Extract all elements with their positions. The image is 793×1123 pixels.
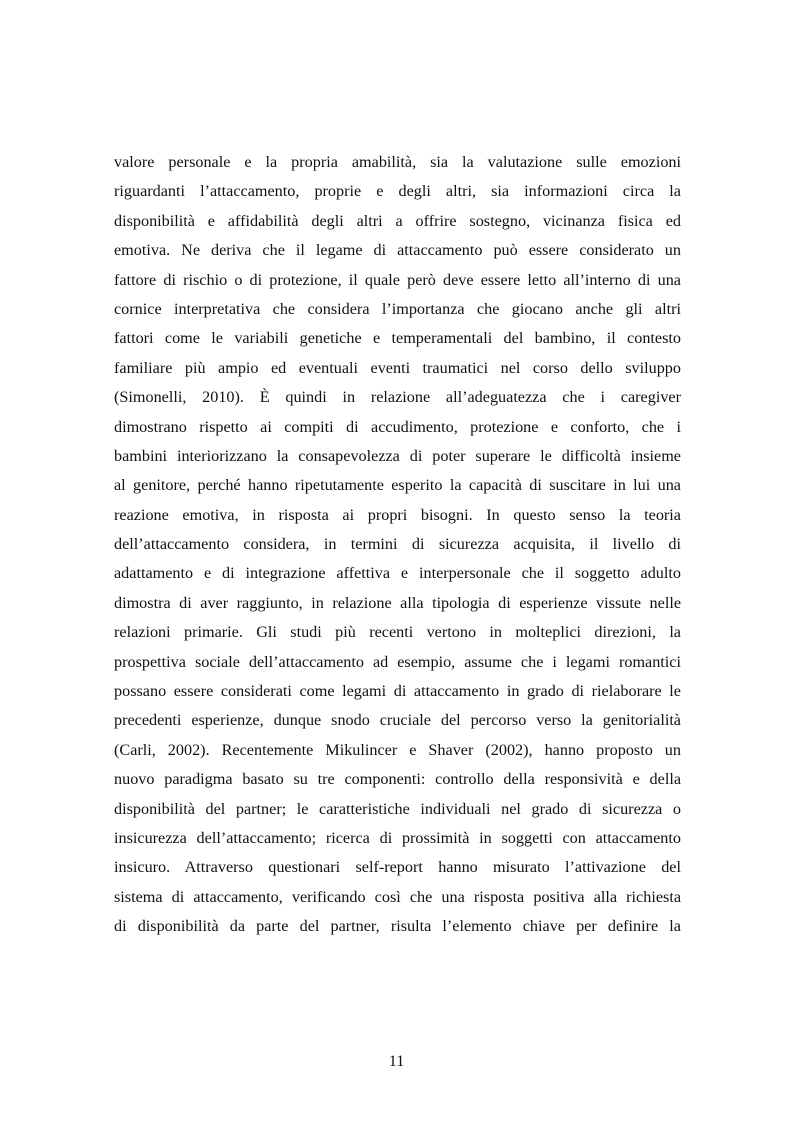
text-line: relazioni primarie. Gli studi più recenti vertono in molteplici direzioni, la — [114, 623, 681, 642]
text-line: disponibilità del partner; le caratteristiche individuali nel grado di sicurezza o — [114, 799, 681, 818]
text-line: (Simonelli, 2010). È quindi in relazione all’adeguatezza che i caregiver — [114, 388, 681, 407]
text-line: dimostra di aver raggiunto, in relazione alla tipologia di esperienze vissute nelle — [114, 593, 681, 612]
text-line: di disponibilità da parte del partner, risulta l’elemento chiave per definire la — [114, 917, 681, 936]
text-line: al genitore, perché hanno ripetutamente esperito la capacità di suscitare in lui una — [114, 476, 681, 495]
text-line: precedenti esperienze, dunque snodo cruciale del percorso verso la genitorialità — [114, 711, 681, 730]
text-line: insicuro. Attraverso questionari self-report hanno misurato l’attivazione del — [114, 858, 681, 877]
text-line: sistema di attaccamento, verificando così che una risposta positiva alla richiesta — [114, 887, 681, 906]
text-line: disponibilità e affidabilità degli altri a offrire sostegno, vicinanza fisica ed — [114, 211, 681, 230]
text-line: insicurezza dell’attaccamento; ricerca di prossimità in soggetti con attaccamento — [114, 828, 681, 847]
text-line: emotiva. Ne deriva che il legame di attaccamento può essere considerato un — [114, 241, 681, 260]
text-line: (Carli, 2002). Recentemente Mikulincer e Shaver (2002), hanno proposto un — [114, 740, 681, 759]
text-line: riguardanti l’attaccamento, proprie e degli altri, sia informazioni circa la — [114, 182, 681, 201]
text-line: prospettiva sociale dell’attaccamento ad esempio, assume che i legami romantici — [114, 652, 681, 671]
page-number: 11 — [388, 1052, 405, 1070]
body-paragraph — [114, 148, 681, 942]
text-line: reazione emotiva, in risposta ai propri bisogni. In questo senso la teoria — [114, 505, 681, 524]
text-line: nuovo paradigma basato su tre componenti: controllo della responsività e della — [114, 770, 681, 789]
text-line: cornice interpretativa che considera l’importanza che giocano anche gli altri — [114, 299, 681, 318]
text-line: valore personale e la propria amabilità, sia la valutazione sulle emozioni — [114, 153, 681, 171]
text-line: fattore di rischio o di protezione, il quale però deve essere letto all’interno di una — [114, 270, 681, 289]
text-line: familiare più ampio ed eventuali eventi traumatici nel corso dello sviluppo — [114, 358, 681, 377]
text-line: adattamento e di integrazione affettiva e interpersonale che il soggetto adulto — [114, 564, 681, 583]
text-line: bambini interiorizzano la consapevolezza di poter superare le difficoltà insieme — [114, 446, 681, 465]
text-line: dell’attaccamento considera, in termini di sicurezza acquisita, il livello di — [114, 535, 681, 554]
text-line: possano essere considerati come legami di attaccamento in grado di rielaborare le — [114, 682, 681, 701]
text-line: fattori come le variabili genetiche e temperamentali del bambino, il contesto — [114, 329, 681, 348]
text-line: dimostrano rispetto ai compiti di accudimento, protezione e conforto, che i — [114, 417, 681, 436]
